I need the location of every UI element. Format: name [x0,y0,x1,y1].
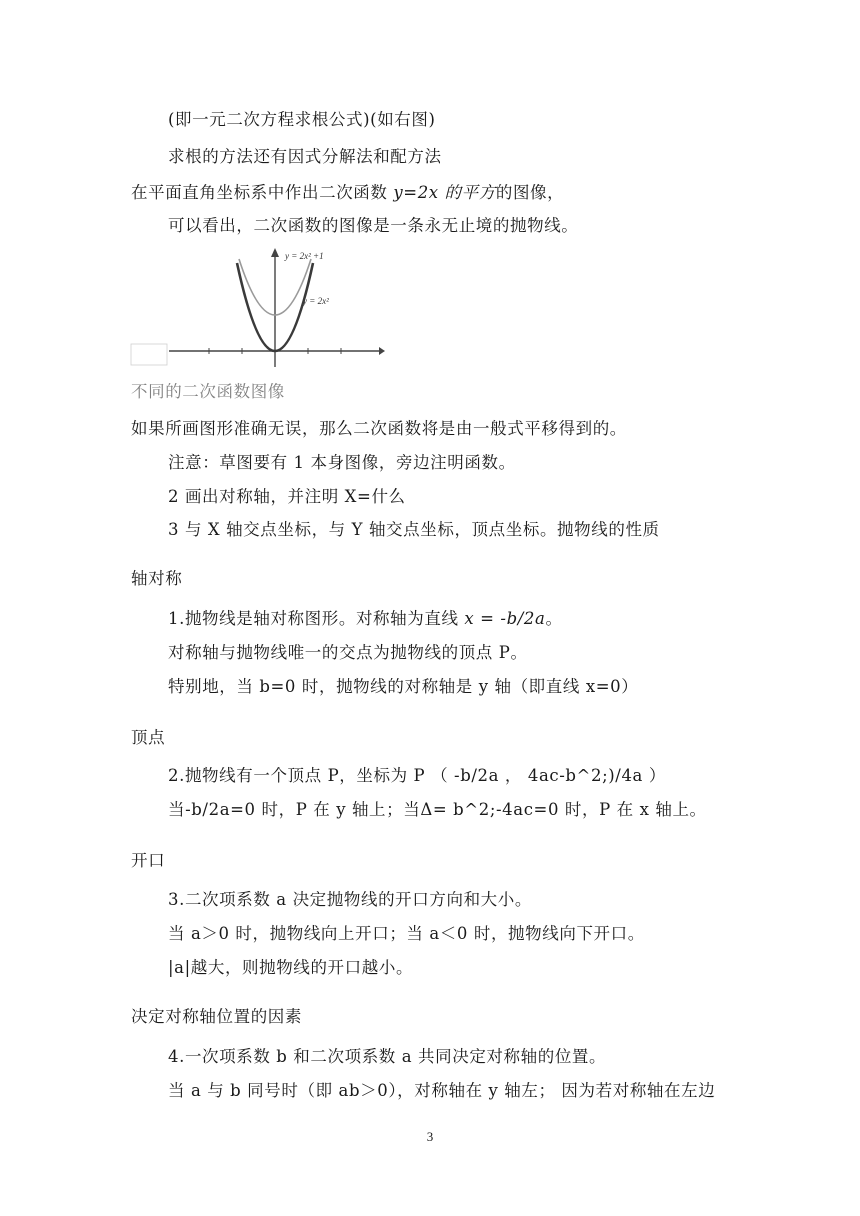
paragraph-formula-note: (即一元二次方程求根公式)(如右图) [168,110,436,129]
paragraph-opening-coefficient: 3.二次项系数 a 决定抛物线的开口方向和大小。 [168,890,532,909]
paragraph-sketch-note-3: 3 与 X 轴交点坐标，与 Y 轴交点坐标，顶点坐标。抛物线的性质 [168,520,660,539]
paragraph-plot-instruction [131,182,564,204]
paragraph-other-methods: 求根的方法还有因式分解法和配方法 [168,147,442,166]
parabola-figure [129,245,389,370]
section-heading-axis-position: 决定对称轴位置的因素 [131,1007,302,1026]
figure-blank-box [131,344,167,365]
section-heading-opening: 开口 [131,851,166,870]
paragraph-opening-size: |a|越大，则抛物线的开口越小。 [168,958,414,977]
paragraph-sketch-note-1: 注意：草图要有 1 本身图像，旁边注明函数。 [168,453,516,472]
x-axis-arrow-icon [379,347,385,355]
paragraph-vertex-position: 当-b/2a=0 时，P 在 y 轴上；当Δ= b^2;-4ac=0 时，P 在 x 轴上。 [168,800,707,819]
curve-label-shifted: y = 2x² +1 [285,251,324,261]
curve-label-base: y = 2x² [303,296,329,306]
page-number: 3 [426,1129,434,1144]
figure-caption: 不同的二次函数图像 [131,382,285,401]
section-heading-axis-symmetry: 轴对称 [131,569,183,588]
paragraph-translation-note: 如果所画图形准确无误，那么二次函数将是由一般式平移得到的。 [131,419,627,438]
paragraph-opening-direction: 当 a＞0 时，抛物线向上开口；当 a＜0 时，抛物线向下开口。 [168,924,645,943]
text-segment: 。 [545,609,563,628]
paragraph-special-case: 特别地，当 b=0 时，抛物线的对称轴是 y 轴（即直线 x=0） [168,677,639,696]
paragraph-sketch-note-2: 2 画出对称轴，并注明 X=什么 [168,487,406,506]
paragraph-symmetry-axis [168,608,563,630]
paragraph-vertex-coordinates: 2.抛物线有一个顶点 P，坐标为 P （ -b/2a ， 4ac-b^2;)/4a ） [168,766,666,785]
paragraph-vertex-intersection: 对称轴与抛物线唯一的交点为抛物线的顶点 P。 [168,643,528,662]
section-heading-vertex: 顶点 [131,728,166,747]
paragraph-parabola-observation: 可以看出，二次函数的图像是一条永无止境的抛物线。 [168,216,579,235]
y-axis-arrow-icon [271,248,279,257]
text-segment: 1.抛物线是轴对称图形。对称轴为直线 [168,609,465,628]
math-expression: x = -b/2a [464,609,546,628]
math-expression: y=2x 的平方 [393,183,496,202]
paragraph-axis-position-rule: 当 a 与 b 同号时（即 ab＞0），对称轴在 y 轴左； 因为若对称轴在左边 [168,1081,716,1100]
paragraph-axis-position-factors: 4.一次项系数 b 和二次项系数 a 共同决定对称轴的位置。 [168,1047,607,1066]
text-segment: 在平面直角坐标系中作出二次函数 [131,183,394,202]
text-segment: 的图像， [495,183,565,202]
